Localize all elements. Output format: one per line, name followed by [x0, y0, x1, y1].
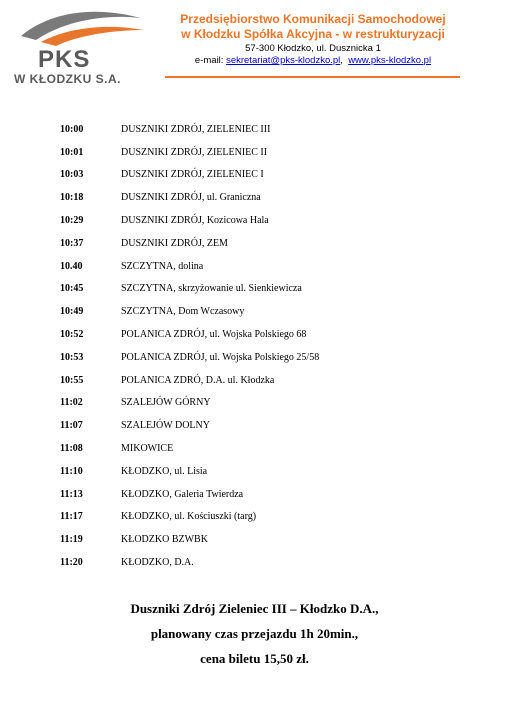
timetable-row: [60, 232, 480, 255]
stop-name: DUSZNIKI ZDRÓJ, ZIELENIEC II: [121, 146, 268, 158]
departure-time: 11:08: [60, 443, 83, 455]
timetable-row: [60, 437, 480, 460]
departure-time: 11:17: [60, 511, 83, 523]
departure-time: 10.40: [60, 260, 83, 272]
route-summary: [0, 596, 509, 671]
departure-time: 11:07: [60, 420, 83, 432]
stop-name: POLANICA ZDRÓ, D.A. ul. Kłodzka: [121, 374, 275, 386]
logo-swoosh-icon: [16, 6, 146, 46]
logo-subtext: W KŁODZKU S.A.: [14, 72, 121, 86]
contact-separator: ,: [340, 55, 343, 66]
company-name-line2: w Kłodzku Spółka Akcyjna - w restrukturyzacji: [181, 27, 445, 41]
timetable-row: [60, 506, 480, 529]
stop-name: SZCZYTNA, skrzyżowanie ul. Sienkiewicza: [121, 283, 302, 295]
timetable-row: [60, 164, 480, 187]
stop-name: KŁODZKO, Galeria Twierdza: [121, 488, 244, 500]
departure-time: 11:02: [60, 397, 83, 409]
departure-time: 10:00: [60, 123, 84, 135]
timetable-row: [60, 369, 480, 392]
company-contact: [158, 43, 468, 67]
header-divider: [165, 76, 460, 78]
stop-name: POLANICA ZDRÓJ, ul. Wojska Polskiego 68: [121, 329, 307, 341]
logo-text: PKS: [38, 46, 91, 73]
departure-time: 10:45: [60, 283, 84, 295]
timetable-row: [60, 255, 480, 278]
departure-time: 10:55: [60, 374, 84, 386]
departure-time: 10:49: [60, 306, 84, 318]
departure-time: 10:03: [60, 169, 84, 181]
departure-time: 10:53: [60, 351, 84, 363]
departure-time: 10:29: [60, 215, 84, 227]
company-logo: [6, 6, 156, 86]
stop-name: DUSZNIKI ZDRÓJ, ZIELENIEC I: [121, 169, 264, 181]
company-name: [158, 12, 468, 42]
travel-duration: planowany czas przejazdu 1h 20min.,: [150, 626, 359, 641]
departure-time: 10:01: [60, 146, 84, 158]
email-label: e-mail:: [194, 55, 224, 66]
stop-name: DUSZNIKI ZDRÓJ, Kozicowa Hala: [121, 215, 269, 227]
stop-name: DUSZNIKI ZDRÓJ, ul. Graniczna: [121, 192, 261, 204]
stop-name: MIKOWICE: [121, 443, 174, 455]
timetable-row: [60, 209, 480, 232]
timetable-row: [60, 141, 480, 164]
timetable-row: [60, 186, 480, 209]
stop-name: DUSZNIKI ZDRÓJ, ZEM: [121, 237, 228, 249]
stop-name: DUSZNIKI ZDRÓJ, ZIELENIEC III: [121, 123, 271, 135]
email-link[interactable]: sekretariat@pks-klodzko.pl: [226, 55, 341, 66]
stop-name: KŁODZKO BZWBK: [121, 534, 208, 546]
website-link[interactable]: www.pks-klodzko.pl: [348, 55, 432, 66]
timetable-row: [60, 278, 480, 301]
timetable: [60, 118, 480, 574]
timetable-row: [60, 483, 480, 506]
timetable-row: [60, 460, 480, 483]
stop-name: POLANICA ZDRÓJ, ul. Wojska Polskiego 25/58: [121, 351, 320, 363]
company-name-line1: Przedsiębiorstwo Komunikacji Samochodowej: [180, 12, 446, 26]
departure-time: 11:19: [60, 534, 83, 546]
contact-line: [158, 55, 468, 67]
timetable-row: [60, 414, 480, 437]
stop-name: SZCZYTNA, Dom Wczasowy: [121, 306, 245, 318]
departure-time: 11:10: [60, 465, 83, 477]
stop-name: SZALEJÓW GÓRNY: [121, 397, 211, 409]
departure-time: 11:13: [60, 488, 83, 500]
timetable-row: [60, 392, 480, 415]
stop-name: KŁODZKO, D.A.: [121, 557, 194, 569]
timetable-row: [60, 118, 480, 141]
departure-time: 11:20: [60, 557, 83, 569]
stop-name: KŁODZKO, ul. Lisia: [121, 465, 208, 477]
postal-address: 57-300 Kłodzko, ul. Dusznicka 1: [245, 43, 381, 54]
departure-time: 10:52: [60, 329, 84, 341]
timetable-row: [60, 346, 480, 369]
ticket-price: cena biletu 15,50 zł.: [200, 651, 309, 666]
timetable-row: [60, 300, 480, 323]
route-name: Duszniki Zdrój Zieleniec III – Kłodzko D.A.,: [130, 601, 379, 616]
stop-name: KŁODZKO, ul. Kościuszki (targ): [121, 511, 257, 523]
stop-name: SZALEJÓW DOLNY: [121, 420, 210, 432]
timetable-row: [60, 551, 480, 574]
departure-time: 10:37: [60, 237, 84, 249]
departure-time: 10:18: [60, 192, 84, 204]
timetable-row: [60, 528, 480, 551]
timetable-row: [60, 323, 480, 346]
stop-name: SZCZYTNA, dolina: [121, 260, 204, 272]
